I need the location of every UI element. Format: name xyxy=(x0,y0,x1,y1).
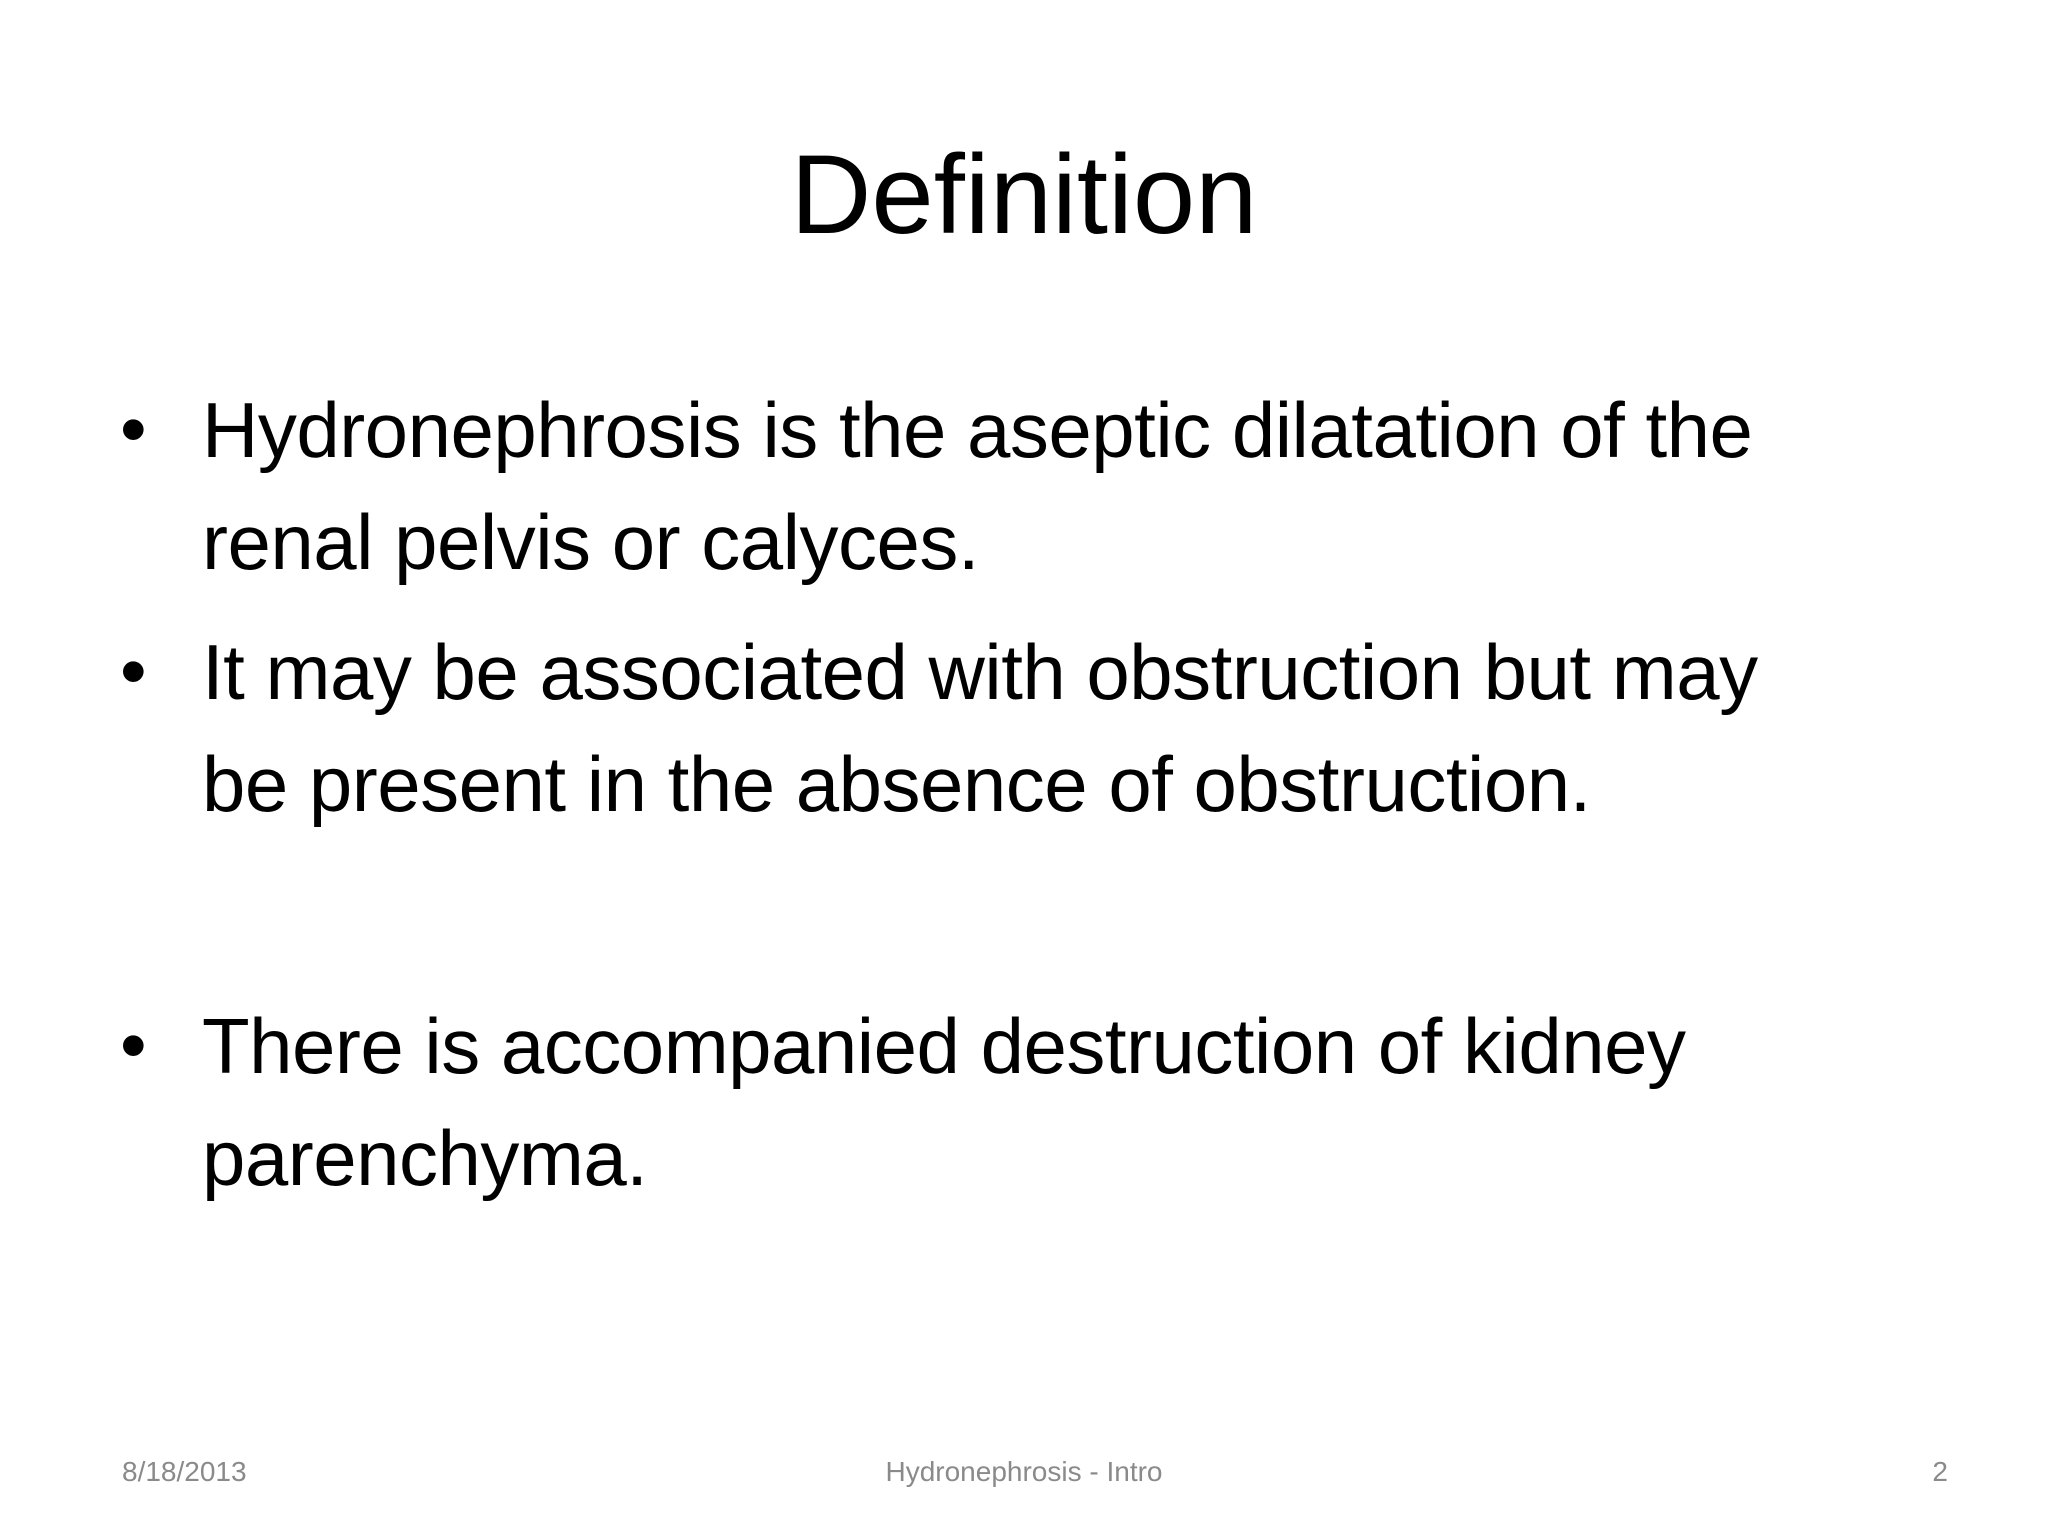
bullet-text-line: Hydronephrosis is the aseptic dilatation of the xyxy=(202,386,1753,474)
bullet-text-line: There is accompanied destruction of kidney xyxy=(202,1002,1686,1090)
footer-page-number: 2 xyxy=(1932,1456,1948,1487)
bullet-text-line: renal pelvis or calyces. xyxy=(202,498,979,586)
bullet-text-line: parenchyma. xyxy=(202,1114,648,1202)
footer-title: Hydronephrosis - Intro xyxy=(885,1456,1163,1487)
bullet-dot-icon: • xyxy=(120,629,147,714)
footer-date: 8/18/2013 xyxy=(122,1456,247,1487)
bullet-text-line: It may be associated with obstruction but may xyxy=(202,628,1758,716)
slide-title: Definition xyxy=(790,132,1258,257)
bullet-dot-icon: • xyxy=(120,1003,147,1088)
bullet-text-line: be present in the absence of obstruction. xyxy=(202,740,1591,828)
bullet-dot-icon: • xyxy=(120,387,147,472)
